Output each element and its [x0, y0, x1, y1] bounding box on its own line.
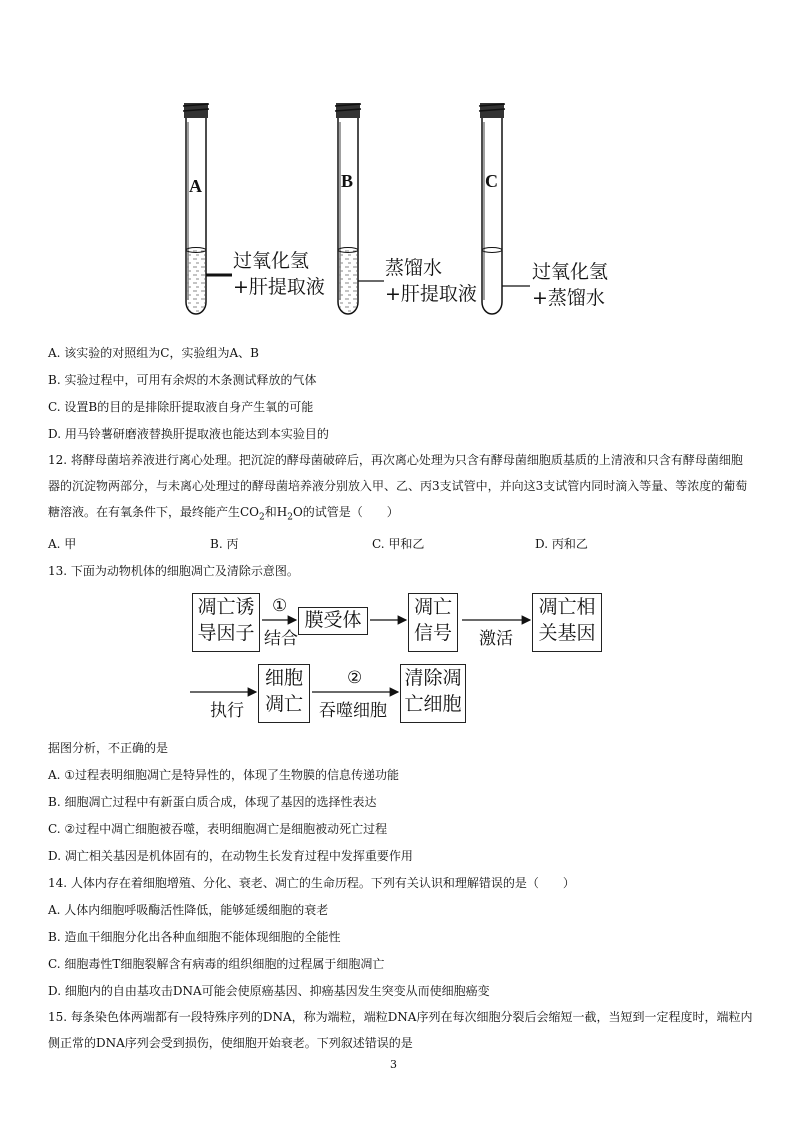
q14-option-c: C. 细胞毒性T细胞裂解含有病毒的组织细胞的过程属于细胞凋亡: [48, 957, 385, 971]
tube-c-letter: C: [485, 171, 498, 191]
box-membrane-receptor: 膜受体: [298, 607, 368, 635]
box-apoptosis-genes: 凋亡相 关基因: [532, 593, 602, 652]
q11-option-a: A. 该实验的对照组为C，实验组为A、B: [48, 346, 259, 360]
q12-option-d: D. 丙和乙: [535, 537, 588, 551]
box-clear-apoptotic-cells: 清除凋 亡细胞: [400, 664, 466, 723]
q14-stem: 14. 人体内存在着细胞增殖、分化、衰老、凋亡的生命历程。下列有关认识和理解错误的是（ ）: [48, 876, 575, 890]
q12-option-c: C. 甲和乙: [372, 537, 425, 551]
q14-option-d: D. 细胞内的自由基攻击DNA可能会使原癌基因、抑癌基因发生突变从而使细胞癌变: [48, 984, 490, 998]
tube-a-label: 过氧化氢 +肝提取液: [233, 250, 325, 298]
box-cell-apoptosis: 细胞 凋亡: [258, 664, 310, 723]
q12-option-a: A. 甲: [48, 537, 77, 551]
box-apoptosis-signal: 凋亡 信号: [408, 593, 458, 652]
q13-option-b: B. 细胞凋亡过程中有新蛋白质合成，体现了基因的选择性表达: [48, 795, 377, 809]
arrow1-label-bottom: 结合: [264, 629, 298, 649]
q14-option-b: B. 造血干细胞分化出各种血细胞不能体现细胞的全能性: [48, 930, 341, 944]
q11-option-d: D. 用马铃薯研磨液替换肝提取液也能达到本实验目的: [48, 427, 329, 441]
page-number: 3: [390, 1058, 397, 1071]
q12-option-b: B. 丙: [210, 537, 239, 551]
arrow4-label-bottom: 执行: [210, 701, 244, 721]
tube-a-letter: A: [189, 176, 202, 196]
arrow5-label-bottom: 吞噬细胞: [319, 701, 387, 721]
tube-b-letter: B: [341, 171, 354, 191]
tube-a: [183, 103, 232, 314]
tube-c-label: 过氧化氢 +蒸馏水: [532, 261, 609, 309]
q12-stem: 12. 将酵母菌培养液进行离心处理。把沉淀的酵母菌破碎后，再次离心处理为只含有酵母菌细胞质基质的上清液和只含有酵母菌细胞器的沉淀物两部分，与未离心处理过的酵母菌培养液分别放入甲、乙、丙3支试管中，并向这3支试管内同时滴入等量、等浓度的葡萄糖溶液。在有氧条件下，最终能产生$CO_2$和$H_2O$的试管是（ ）: [48, 453, 748, 523]
tube-b: [335, 103, 384, 314]
q11-option-c: C. 设置B的目的是排除肝提取液自身产生氧的可能: [48, 400, 314, 414]
tube-b-label: 蒸馏水 +肝提取液: [385, 257, 477, 305]
q13-stem: 13. 下面为动物机体的细胞凋亡及清除示意图。: [48, 564, 299, 578]
tube-c: [479, 103, 530, 314]
arrow3-label-bottom: 激活: [479, 629, 513, 649]
q13-option-a: A. ①过程表明细胞凋亡是特异性的，体现了生物膜的信息传递功能: [48, 768, 400, 782]
q13-prompt: 据图分析，不正确的是: [48, 741, 169, 755]
q15-stem: 15. 每条染色体两端都有一段特殊序列的DNA，称为端粒，端粒DNA序列在每次细胞分裂后会缩短一截，当短到一定程度时，端粒内侧正常的DNA序列会受到损伤，使细胞开始衰老。下列叙述错误的是: [48, 1010, 753, 1050]
q13-option-d: D. 凋亡相关基因是机体固有的，在动物生长发育过程中发挥重要作用: [48, 849, 413, 863]
arrow1-label-top: ①: [272, 596, 288, 616]
q14-option-a: A. 人体内细胞呼吸酶活性降低，能够延缓细胞的衰老: [48, 903, 329, 917]
arrow5-label-top: ②: [347, 668, 363, 688]
q13-option-c: C. ②过程中凋亡细胞被吞噬，表明细胞凋亡是细胞被动死亡过程: [48, 822, 388, 836]
apoptosis-flow-arrows: [0, 580, 794, 730]
box-apoptosis-inducer: 凋亡诱 导因子: [192, 593, 260, 652]
q11-option-b: B. 实验过程中，可用有余烬的木条测试释放的气体: [48, 373, 317, 387]
